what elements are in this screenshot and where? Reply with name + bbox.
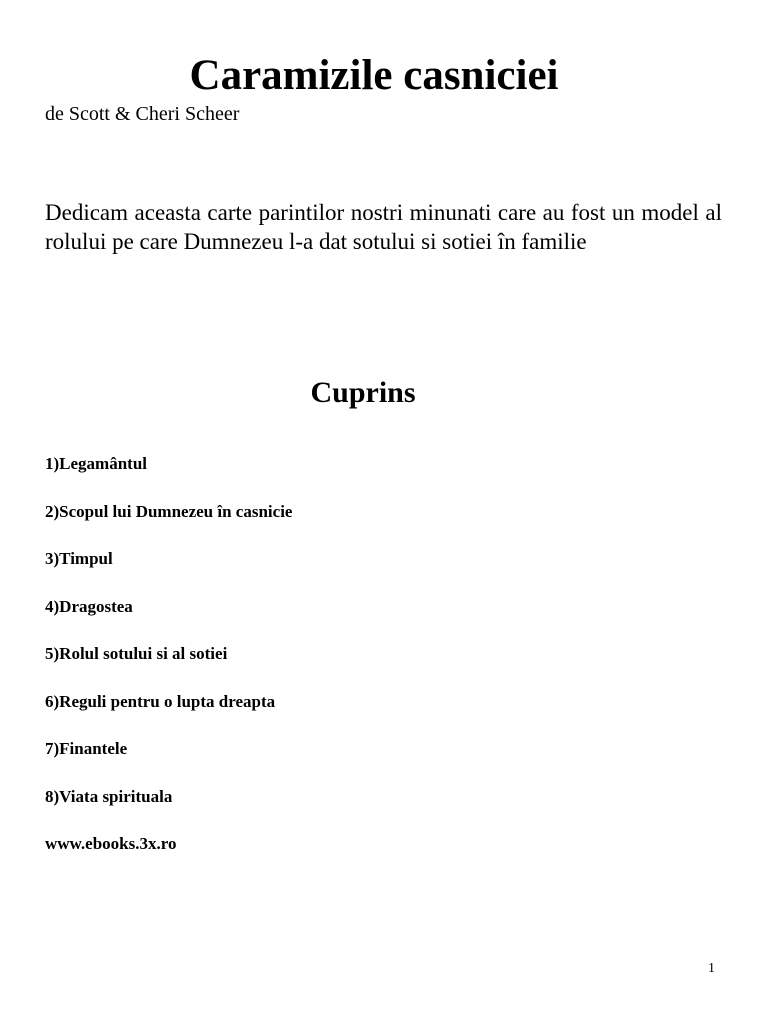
toc-heading: Cuprins [310,376,416,409]
toc-item-reguli: 6)Reguli pentru o lupta dreapta [45,691,276,711]
dedication-paragraph: Dedicam aceasta carte parintilor nostri minunati care au fost un model al rolului pe care Dumnezeu l-a dat sotului si sotiei în familie [45,200,722,254]
toc-item-legamantul: 1)Legamântul [45,454,147,473]
toc-list [45,452,292,832]
toc-item-timpul: 3)Timpul [45,549,113,568]
toc-item-dragostea: 4)Dragostea [45,596,133,616]
toc-item-rolul: 5)Rolul sotului si al sotiei [45,644,228,663]
toc-item-viata-spirituala: 8)Viata spirituala [45,786,173,806]
website-url: www.ebooks.3x.ro [45,834,177,853]
toc-item-scopul: 2)Scopul lui Dumnezeu în casnicie [45,501,293,521]
author-byline: de Scott & Cheri Scheer [45,103,240,125]
page-title: Caramizile casniciei [189,52,559,99]
page-number: 1 [708,961,715,976]
toc-item-finantele: 7)Finantele [45,739,128,758]
